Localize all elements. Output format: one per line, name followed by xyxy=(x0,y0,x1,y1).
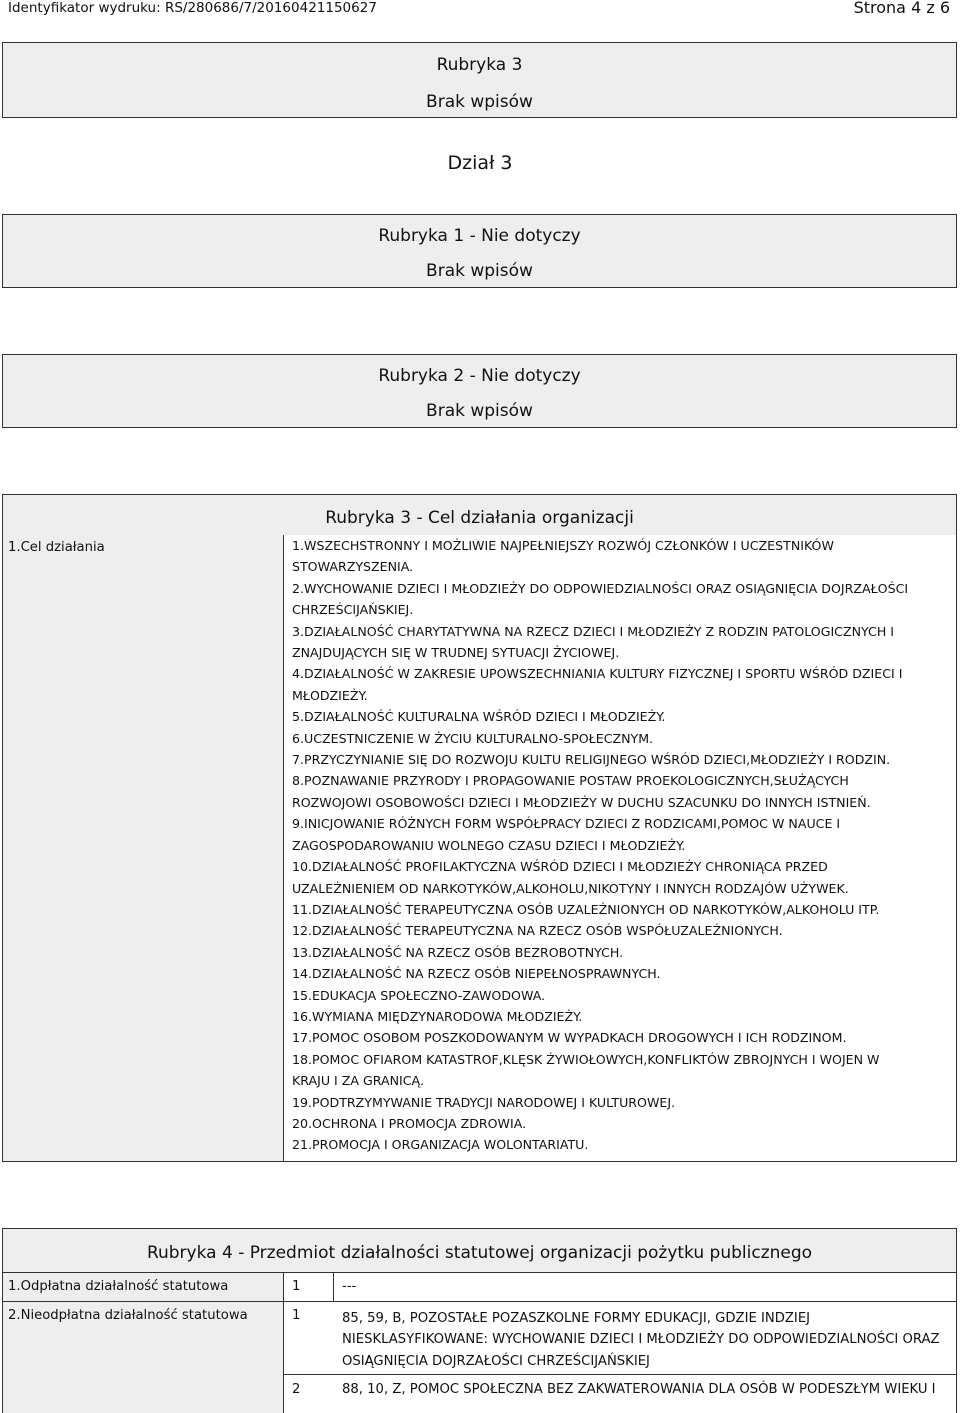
goal-line: 16.WYMIANA MIĘDZYNARODOWA MŁODZIEŻY. xyxy=(292,1008,583,1024)
goal-line: 10.DZIAŁALNOŚĆ PROFILAKTYCZNA WŚRÓD DZIECI I MŁODZIEŻY CHRONIĄCA PRZED xyxy=(292,859,828,875)
rubryka-3-cel-box xyxy=(2,494,957,1162)
rubryka-2-box xyxy=(2,354,957,428)
row2-entries-cell xyxy=(283,1302,956,1413)
section-header xyxy=(3,495,956,535)
goal-line: 13.DZIAŁALNOŚĆ NA RZECZ OSÓB BEZROBOTNYCH. xyxy=(292,944,624,960)
cel-label: 1.Cel działania xyxy=(8,540,105,555)
rubryka-2-title: Rubryka 2 - Nie dotyczy xyxy=(378,366,581,386)
goal-line: 9.INICJOWANIE RÓŻNYCH FORM WSPÓŁPRACY DZIECI Z RODZICAMI,POMOC W NAUCE I xyxy=(292,816,841,832)
goal-line: 5.DZIAŁALNOŚĆ KULTURALNA WŚRÓD DZIECI I MŁODZIEŻY. xyxy=(292,709,666,725)
rubryka-3-title: Rubryka 3 xyxy=(436,55,523,75)
goal-line: 19.PODTRZYMYWANIE TRADYCJI NARODOWEJ I KULTUROWEJ. xyxy=(292,1094,676,1110)
goal-line: STOWARZYSZENIA. xyxy=(292,559,414,575)
row1-label: 1.Odpłatna działalność statutowa xyxy=(8,1279,229,1294)
entry-divider xyxy=(284,1374,956,1375)
row-nieodplatna xyxy=(3,1301,956,1413)
goal-line: 18.POMOC OFIAROM KATASTROF,KLĘSK ŻYWIOŁOWYCH,KONFLIKTÓW ZBROJNYCH I WOJEN W xyxy=(292,1051,880,1067)
goal-line: 20.OCHRONA I PROMOCJA ZDROWIA. xyxy=(292,1115,527,1131)
entry1-line: 85, 59, B, POZOSTAŁE POZASZKOLNE FORMY EDUKACJI, GDZIE INDZIEJ xyxy=(342,1311,811,1326)
row1-num: 1 xyxy=(292,1279,301,1294)
goal-line: 12.DZIAŁALNOŚĆ TERAPEUTYCZNA NA RZECZ OSÓB WSPÓŁUZALEŻNIONYCH. xyxy=(292,923,783,939)
goal-line: ROZWOJOWI OSOBOWOŚCI DZIECI I MŁODZIEŻY W DUCHU SZACUNKU DO INNYCH ISTNIEŃ. xyxy=(292,794,871,810)
goal-line: 3.DZIAŁALNOŚĆ CHARYTATYWNA NA RZECZ DZIECI I MŁODZIEŻY Z RODZIN PATOLOGICZNYCH I xyxy=(292,623,895,639)
rubryka-4-box xyxy=(2,1228,957,1413)
goal-line: 21.PROMOCJA I ORGANIZACJA WOLONTARIATU. xyxy=(292,1137,589,1153)
row2-entry2-num: 2 xyxy=(292,1382,301,1397)
label-column xyxy=(3,535,284,1161)
rubryka-2-value: Brak wpisów xyxy=(426,401,533,421)
goal-line: MŁODZIEŻY. xyxy=(292,687,368,703)
goals-list xyxy=(292,535,952,1156)
rubryka-4-title: Rubryka 4 - Przedmiot działalności statutowej organizacji pożytku publicznego xyxy=(146,1243,813,1263)
dzial-3-title: Dział 3 xyxy=(447,152,513,174)
row-odplatna xyxy=(3,1272,956,1302)
goal-line: 17.POMOC OSOBOM POSZKODOWANYM W WYPADKACH DROGOWYCH I ICH RODZINOM. xyxy=(292,1030,847,1046)
row1-value: --- xyxy=(342,1279,357,1294)
row2-label: 2.Nieodpłatna działalność statutowa xyxy=(8,1308,248,1323)
entry1-line: OSIĄGNIĘCIA DOJRZAŁOŚCI CHRZEŚCIJAŃSKIEJ xyxy=(342,1353,650,1369)
goal-line: 11.DZIAŁALNOŚĆ TERAPEUTYCZNA OSÓB UZALEŻNIONYCH OD NARKOTYKÓW,ALKOHOLU ITP. xyxy=(292,901,880,917)
goal-line: 4.DZIAŁALNOŚĆ W ZAKRESIE UPOWSZECHNIANIA KULTURY FIZYCZNEJ I SPORTU WŚRÓD DZIECI I xyxy=(292,666,903,682)
row1-value-cell xyxy=(333,1273,956,1302)
goal-line: KRAJU I ZA GRANICĄ. xyxy=(292,1073,424,1089)
rubryka-1-value: Brak wpisów xyxy=(426,261,533,281)
rubryka-3-cel-title: Rubryka 3 - Cel działania organizacji xyxy=(325,508,634,528)
rubryka-1-box xyxy=(2,214,957,288)
goal-line: 8.POZNAWANIE PRZYRODY I PROPAGOWANIE POSTAW PROEKOLOGICZNYCH,SŁUŻĄCYCH xyxy=(292,773,849,789)
section-header xyxy=(3,1229,956,1272)
row1-num-cell xyxy=(283,1273,334,1302)
goal-line: UZALEŻNIENIEM OD NARKOTYKÓW,ALKOHOLU,NIKOTYNY I INNYCH RODZAJÓW UŻYWEK. xyxy=(292,880,849,896)
goal-line: 14.DZIAŁALNOŚĆ NA RZECZ OSÓB NIEPEŁNOSPRAWNYCH. xyxy=(292,966,661,982)
rubryka-3-value: Brak wpisów xyxy=(426,92,533,112)
goal-line: ZNAJDUJĄCYCH SIĘ W TRUDNEJ SYTUACJI ŻYCIOWEJ. xyxy=(292,645,620,661)
goal-line: 2.WYCHOWANIE DZIECI I MŁODZIEŻY DO ODPOWIEDZIALNOŚCI ORAZ OSIĄGNIĘCIA DOJRZAŁOŚCI xyxy=(292,580,909,596)
rubryka-1-title: Rubryka 1 - Nie dotyczy xyxy=(378,226,581,246)
goal-line: 7.PRZYCZYNIANIE SIĘ DO ROZWOJU KULTU RELIGIJNEGO WŚRÓD DZIECI,MŁODZIEŻY I RODZIN. xyxy=(292,752,891,768)
goal-line: 6.UCZESTNICZENIE W ŻYCIU KULTURALNO-SPOŁECZNYM. xyxy=(292,730,654,746)
goal-line: 15.EDUKACJA SPOŁECZNO-ZAWODOWA. xyxy=(292,987,546,1003)
rubryka-3-box xyxy=(2,42,957,118)
row2-entry1-text xyxy=(342,1308,940,1372)
row2-entry2-line: 88, 10, Z, POMOC SPOŁECZNA BEZ ZAKWATEROWANIA DLA OSÓB W PODESZŁYM WIEKU I xyxy=(342,1382,936,1397)
goal-line: CHRZEŚCIJAŃSKIEJ. xyxy=(292,602,414,618)
row2-entry1-num: 1 xyxy=(292,1308,301,1323)
goal-line: ZAGOSPODAROWANIU WOLNEGO CZASU DZIECI I MŁODZIEŻY. xyxy=(292,837,686,853)
page-number: Strona 4 z 6 xyxy=(853,0,950,17)
print-id: Identyfikator wydruku: RS/280686/7/20160421150627 xyxy=(8,0,377,16)
entry1-line: NIESKLASYFIKOWANE: WYCHOWANIE DZIECI I MŁODZIEŻY DO ODPOWIEDZIALNOŚCI ORAZ xyxy=(342,1332,940,1348)
goal-line: 1.WSZECHSTRONNY I MOŻLIWIE NAJPEŁNIEJSZY ROZWÓJ CZŁONKÓW I UCZESTNIKÓW xyxy=(292,538,834,553)
